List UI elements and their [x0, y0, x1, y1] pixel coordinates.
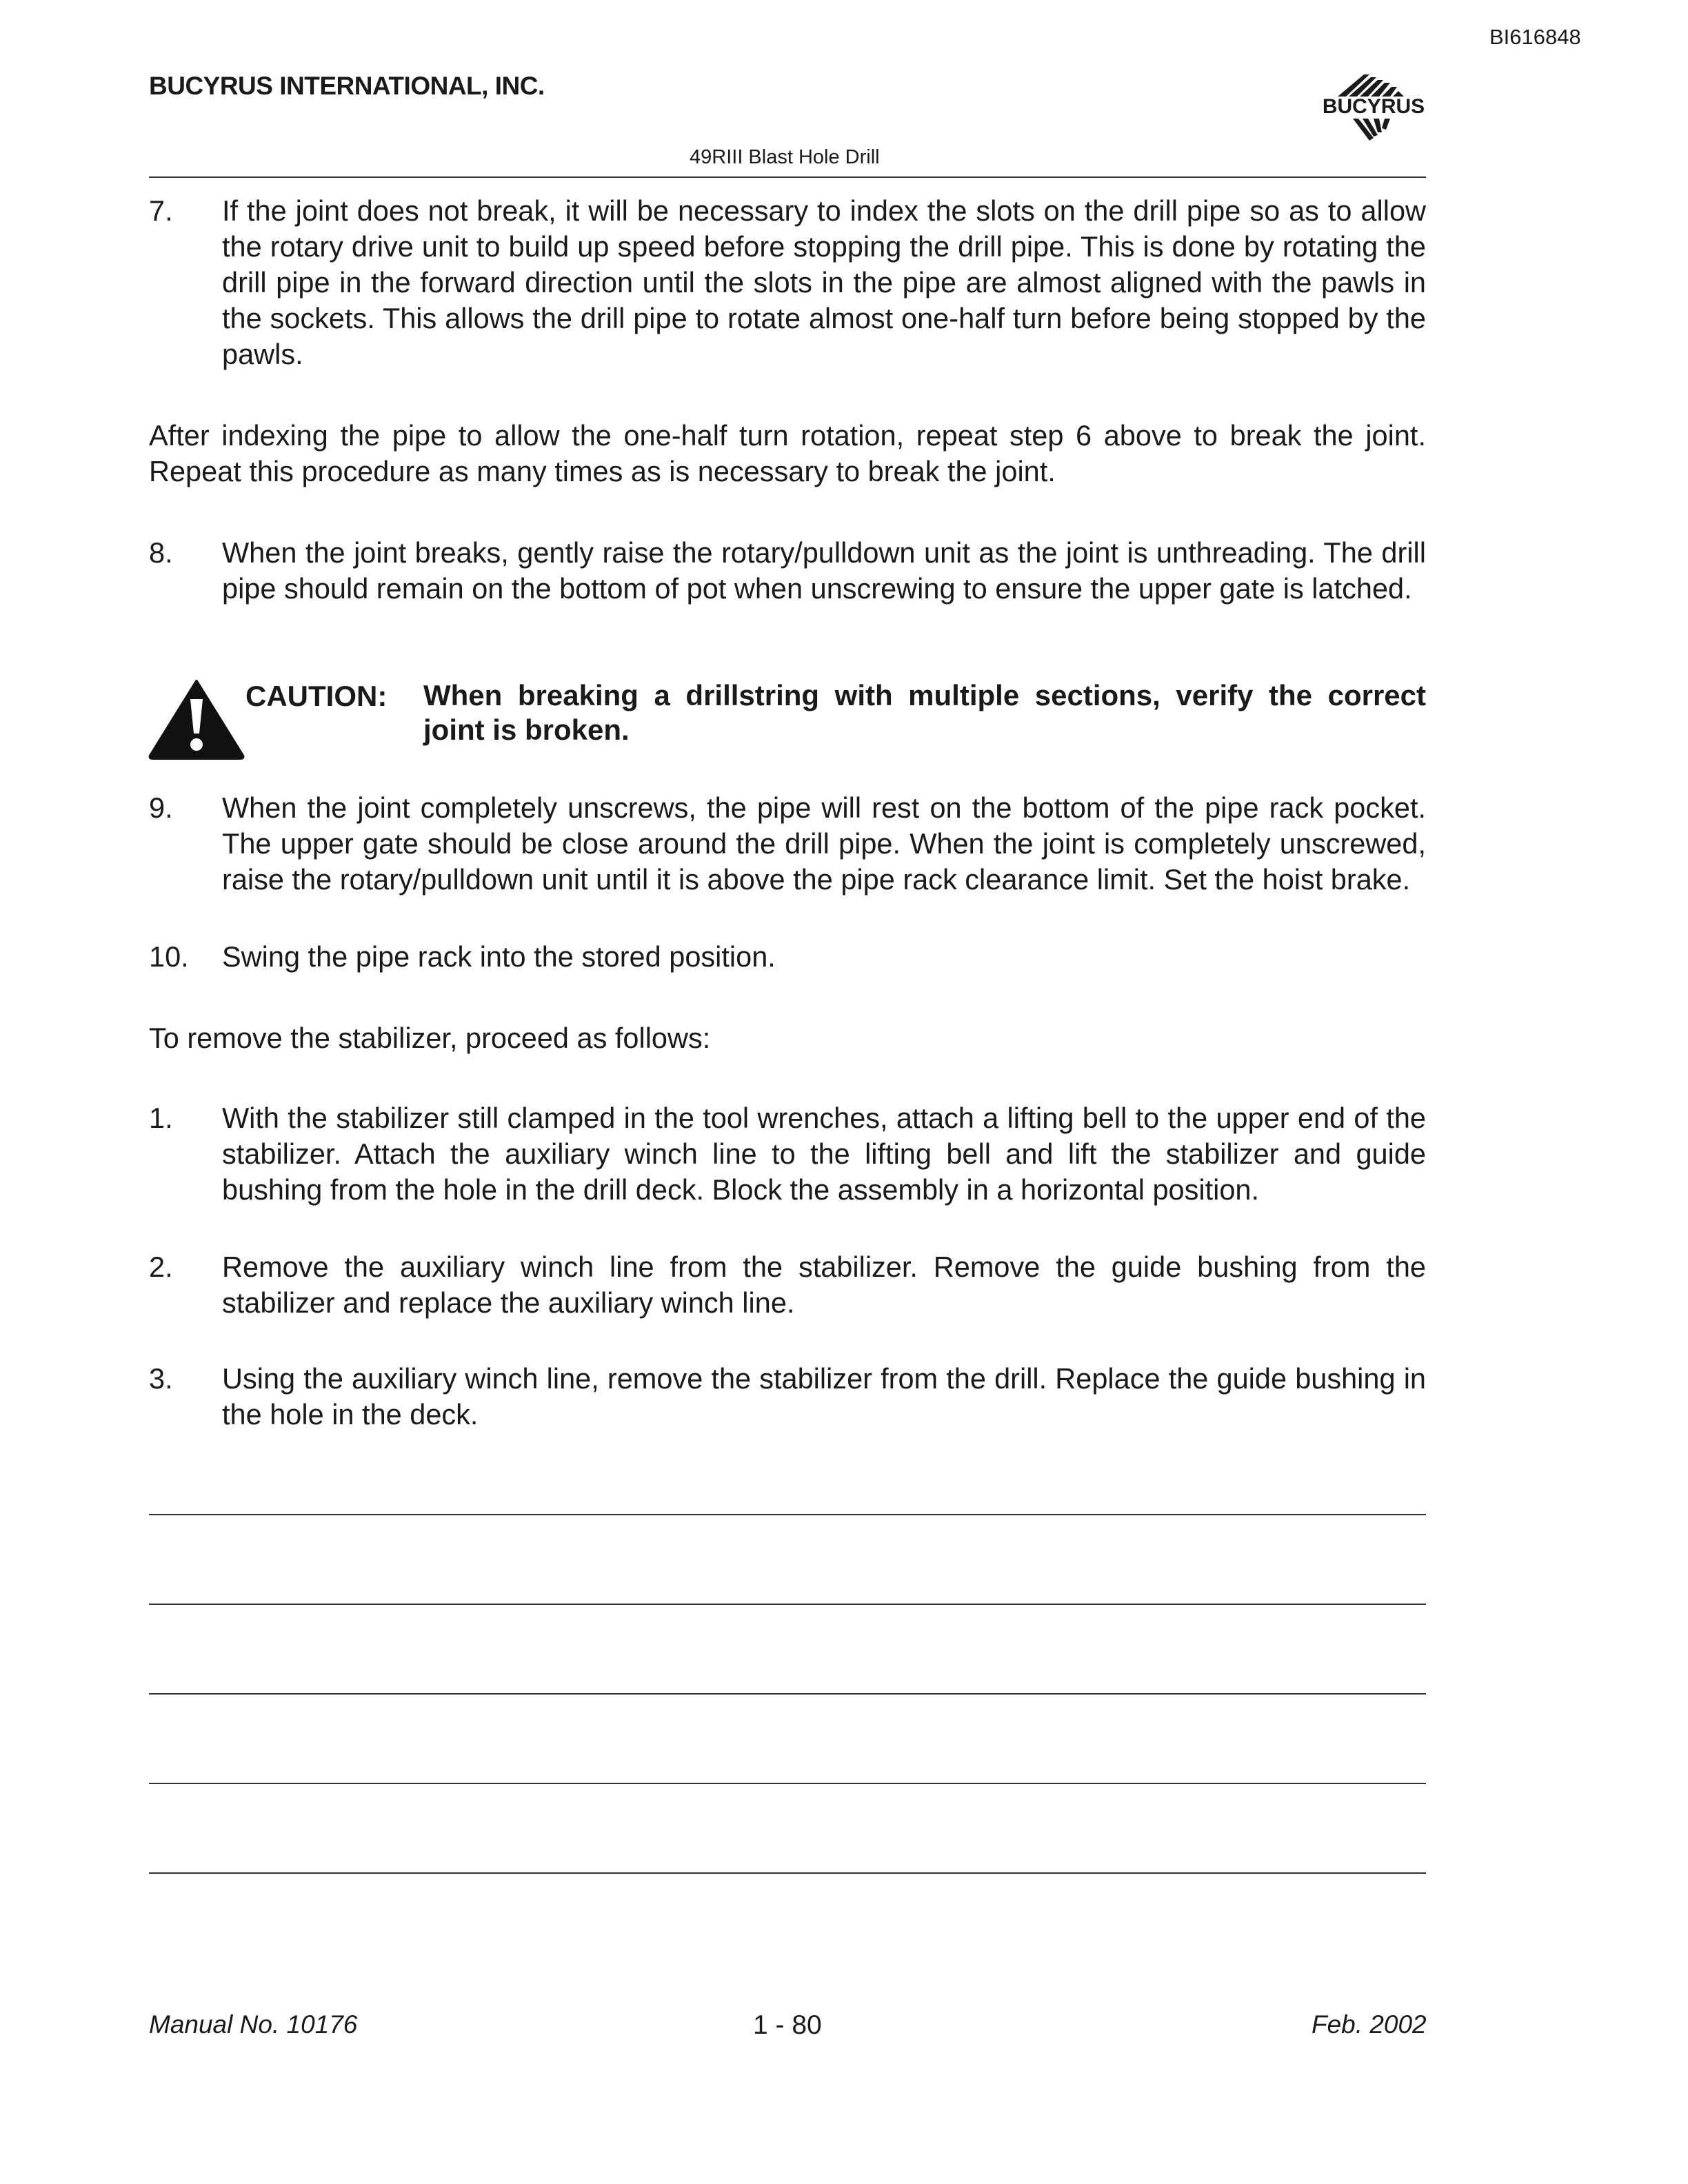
header-rule — [149, 176, 1426, 178]
logo-mountain-icon — [1338, 74, 1404, 97]
notes-line — [149, 1783, 1426, 1784]
step-text: When the joint completely unscrews, the pipe will rest on the bottom of the pipe rack pocket. The upper gate should be close around the drill pipe. When the joint is completely unscrewed, raise the rotary/pulldown unit until it is above the pipe rack clearance limit. Set the hoist brake. — [222, 791, 1426, 896]
paragraph-stabilizer-intro: To remove the stabilizer, proceed as follows: — [149, 1022, 711, 1054]
paragraph-indexing: After indexing the pipe to allow the one-half turn rotation, repeat step 6 above to break the joint. Repeat this procedure as many times as is necessary to break the joint. — [149, 419, 1426, 487]
step-number: 9. — [149, 791, 173, 824]
step-text: If the joint does not break, it will be necessary to index the slots on the drill pipe so as to allow the rotary drive unit to build up speed before stopping the drill pipe. This is done by rotating the drill pipe in the forward direction until the slots in the pipe are almost aligned with the pawls in the sockets. This allows the drill pipe to rotate almost one-half turn before being stopped by the pawls. — [222, 194, 1426, 370]
step-number: 7. — [149, 194, 173, 227]
notes-line — [149, 1514, 1426, 1515]
step-text: Swing the pipe rack into the stored position. — [222, 940, 776, 973]
caution-text: When breaking a drillstring with multiple sections, verify the correct joint is broken. — [423, 679, 1426, 746]
step-text: When the joint breaks, gently raise the rotary/pulldown unit as the joint is unthreading. The drill pipe should remain on the bottom of pot when unscrewing to ensure the upper gate is latched. — [222, 536, 1426, 605]
warning-triangle-icon — [148, 678, 245, 760]
step-number: 8. — [149, 536, 173, 569]
step-number: 1. — [149, 1102, 173, 1134]
step-text: Remove the auxiliary winch line from the stabilizer. Remove the guide bushing from the stabilizer and replace the auxiliary winch line. — [222, 1251, 1426, 1319]
document-id: BI616848 — [1489, 25, 1581, 49]
step-text: With the stabilizer still clamped in the tool wrenches, attach a lifting bell to the upper end of the stabilizer. Attach the auxiliary winch line to the lifting bell and lift the stabilizer and guide bushing from the hole in the drill deck. Block the assembly in a horizontal position. — [222, 1102, 1426, 1206]
manual-number: Manual No. 10176 — [149, 2010, 358, 2039]
caution-label: CAUTION: — [245, 680, 388, 712]
bucyrus-logo — [1310, 69, 1434, 152]
notes-line — [149, 1604, 1426, 1605]
step-number: 2. — [149, 1251, 173, 1283]
step-number: 3. — [149, 1362, 173, 1395]
company-name: BUCYRUS INTERNATIONAL, INC. — [149, 72, 545, 100]
document-subtitle: 49RIII Blast Hole Drill — [690, 146, 880, 168]
publication-date: Feb. 2002 — [1312, 2010, 1427, 2039]
notes-line — [149, 1693, 1426, 1695]
logo-rays-icon — [1353, 119, 1390, 141]
logo-text: BUCYRUS — [1322, 95, 1425, 118]
step-number: 10. — [149, 940, 189, 973]
notes-line — [149, 1872, 1426, 1874]
step-text: Using the auxiliary winch line, remove the stabilizer from the drill. Replace the guide bushing in the hole in the deck. — [222, 1362, 1426, 1430]
page-number: 1 - 80 — [753, 2010, 822, 2040]
